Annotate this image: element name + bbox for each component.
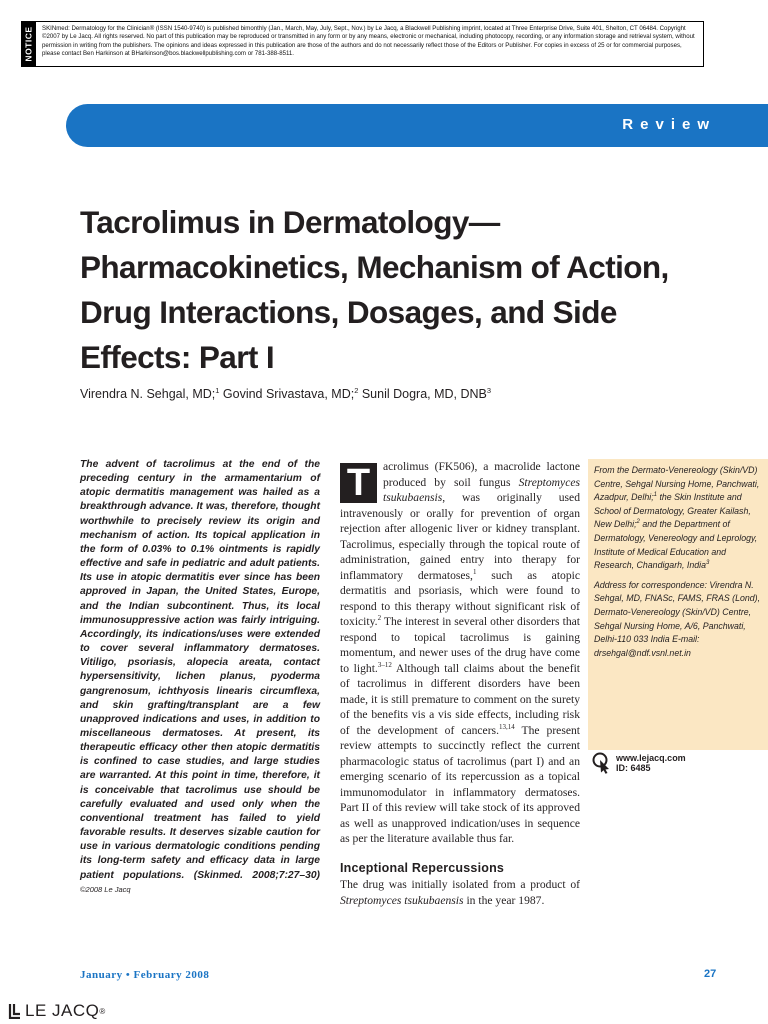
affiliation-marker: 3: [705, 560, 710, 567]
publisher-mark-icon: [8, 1003, 22, 1019]
notice-label-text: NOTICE: [24, 26, 34, 62]
body-text: Although tall claims about the benefit of tacrolimus in different disorders have been made, it is still premature to comment on the surety of the benefits vis a vis side effects, including risk of the development of cancers.: [340, 661, 581, 737]
body-column: [340, 459, 580, 908]
link-id: ID: 6485: [616, 763, 651, 773]
notice-box: [21, 21, 704, 67]
body-paragraph: [340, 877, 580, 908]
affiliation-text: and the Department of Dermatology, Venereology and Leprology, Institute of Medical Education and Research, Chandigarh, India: [594, 519, 758, 571]
affiliation-marker: 3: [486, 386, 492, 395]
affiliation-marker: 2: [636, 519, 640, 526]
body-text: The interest in several other disorders that respond to topical tacrolimus is gaining momentum, and newer uses of the drug have come to light.: [340, 615, 580, 675]
notice-label: [22, 22, 36, 66]
author-name: Govind Srivastava, MD;: [219, 387, 355, 402]
publisher-logo: [8, 1001, 106, 1021]
link-url[interactable]: www.lejacq.com: [616, 752, 686, 763]
affiliation-text: the Skin Institute and School of Dermatology, Greater Kailash, New Delhi;: [594, 492, 751, 530]
body-text: , was originally used intravenously or orally for prevention of organ rejection after allogenic liver or kidney transplant. Tacrolimus, especially through the topical route of administration, gained entry into therapy for inflammatory dermatoses,: [340, 491, 580, 582]
title-line: Effects: Part I: [80, 339, 275, 375]
affiliation-text: From the Dermato-Venereology (Skin/VD) Centre, Sehgal Nursing Home, Panchwati, Azadpur, Delhi;: [594, 465, 760, 503]
body-text: acrolimus (FK506), a macrolide lactone produced by soil fungus: [383, 460, 580, 489]
title-line: Tacrolimus in Dermatology—: [80, 204, 500, 240]
body-text: The present review attempts to succinctly reflect the current pharmacologic status of tacrolimus (part I) and an emerging scenario of its repercussion as a topical immunomodulator in inflammatory dermatoses. Part II of this review will take stock of its approved as well as unapproved indication/uses in sequence as per the literature available thus far.: [340, 723, 581, 845]
notice-text: SKINmed: Dermatology for the Clinician® (ISSN 1540-9740) is published bimonthly (Jan., March, May, July, Sept., Nov.) by Le Jacq, a Blackwell Publishing imprint, located at Three Enterprise Drive, Suite 401, Shelton, CT 06484. Copyright ©2007 by Le Jacq. All rights reserved. No part of this publication may be reproduced or transmitted in any form or by any means, electronic or mechanical, including photocopy, recording, or any information storage and retrieval system, without permission in writing from the publishers. The opinions and ideas expressed in this publication are those of the authors and do not necessarily reflect those of the Editors or Publisher. For copies in excess of 25 or for commercial purposes, please contact Ben Harkinson at BHarkinson@bos.blackwellpublishing.com or 781-388-8511.: [42, 25, 695, 58]
abstract-copyright: ©2008 Le Jacq: [80, 884, 131, 894]
article-title: [80, 200, 740, 380]
species-name: Streptomyces tsukubaensis: [340, 893, 464, 907]
title-line: Drug Interactions, Dosages, and Side: [80, 294, 617, 330]
affiliation-marker: 1: [653, 492, 658, 499]
citation-ref: 13,14: [498, 722, 515, 731]
species-name: Streptomyces tsukubaensis: [383, 475, 580, 504]
web-link[interactable]: [592, 750, 762, 776]
citation-ref: 3–12: [377, 660, 392, 669]
affiliation-sidebar: [588, 459, 768, 750]
section-label: Review: [622, 116, 716, 133]
link-text: [616, 753, 686, 774]
affiliations: [594, 464, 762, 573]
issue-date: January • February 2008: [80, 969, 210, 981]
author-name: Virendra N. Sehgal, MD;: [80, 387, 216, 402]
body-paragraph: [340, 459, 580, 847]
drop-cap: T: [340, 463, 377, 503]
abstract-text: The advent of tacrolimus at the end of the preceding century in the armamentarium of atopic dermatitis management was hailed as a breakthrough advance. It was, therefore, thought worthwhile to precisely review its origin and mechanism of action. Its topical application in the form of 0.03% to 0.1% ointments is rapidly effective and safe in pediatric and adult patients. Its use in atopic dermatitis ever since has been approved in Japan, the United States, Europe, and the Indian subcontinent. Thus, its local immunosuppressive action was fairly intriguing. Accordingly, its indications/uses were extended to cover several inflammatory dermatoses. Vitiligo, psoriasis, alopecia areata, contact hypersensitivity, lichen planus, pyoderma gangrenosum, ichthyosis linearis circumflexa, and skin grafting/transplant are a few unapproved indications and uses, in addition to miscellaneous dermatoses. At present, its therapeutic efficacy other then atopic dermatitis is confined to case studies, and large studies are warranted. At this point in time, therefore, it is conceivable that tacrolimus use should be carefully evaluated and used only when the conventional treatment has failed to yield favorable results. It deserves sizable caution for use in various dermatologic conditions pending its long-term safety and efficacy data in large patient populations. (Skinmed. 2008;7:27–30): [80, 459, 320, 881]
publisher-name: LE JACQ: [25, 1001, 100, 1020]
section-banner: [66, 104, 768, 147]
citation-ref: 1: [472, 567, 477, 576]
affiliation-marker: 2: [354, 386, 359, 395]
cursor-icon: [592, 752, 612, 774]
correspondence-address: Address for correspondence: Virendra N. Sehgal, MD, FNASc, FAMS, FRAS (Lond), Dermato-Venereology (Skin/VD) Centre, Sehgal Nursing Home, A/6, Panchwati, Delhi-110 033 India E-mail: drsehgal@ndf.vsnl.net.in: [594, 579, 761, 658]
author-name: Sunil Dogra, MD, DNB: [358, 387, 487, 402]
title-line: Pharmacokinetics, Mechanism of Action,: [80, 249, 669, 285]
body-text: The drug was initially isolated from a product of: [340, 878, 580, 891]
affiliation-marker: 1: [215, 386, 220, 395]
body-text: such as atopic dermatitis and psoriasis, which were found to respond to this therapy without significant risk of toxicity.: [340, 568, 580, 628]
abstract: [80, 458, 320, 897]
body-text: in the year 1987.: [463, 893, 545, 907]
citation-ref: 2: [377, 614, 382, 623]
author-list: [80, 386, 720, 401]
registered-mark: ®: [99, 1006, 106, 1016]
section-heading: Inceptional Repercussions: [340, 860, 505, 875]
page-number: 27: [704, 968, 717, 980]
